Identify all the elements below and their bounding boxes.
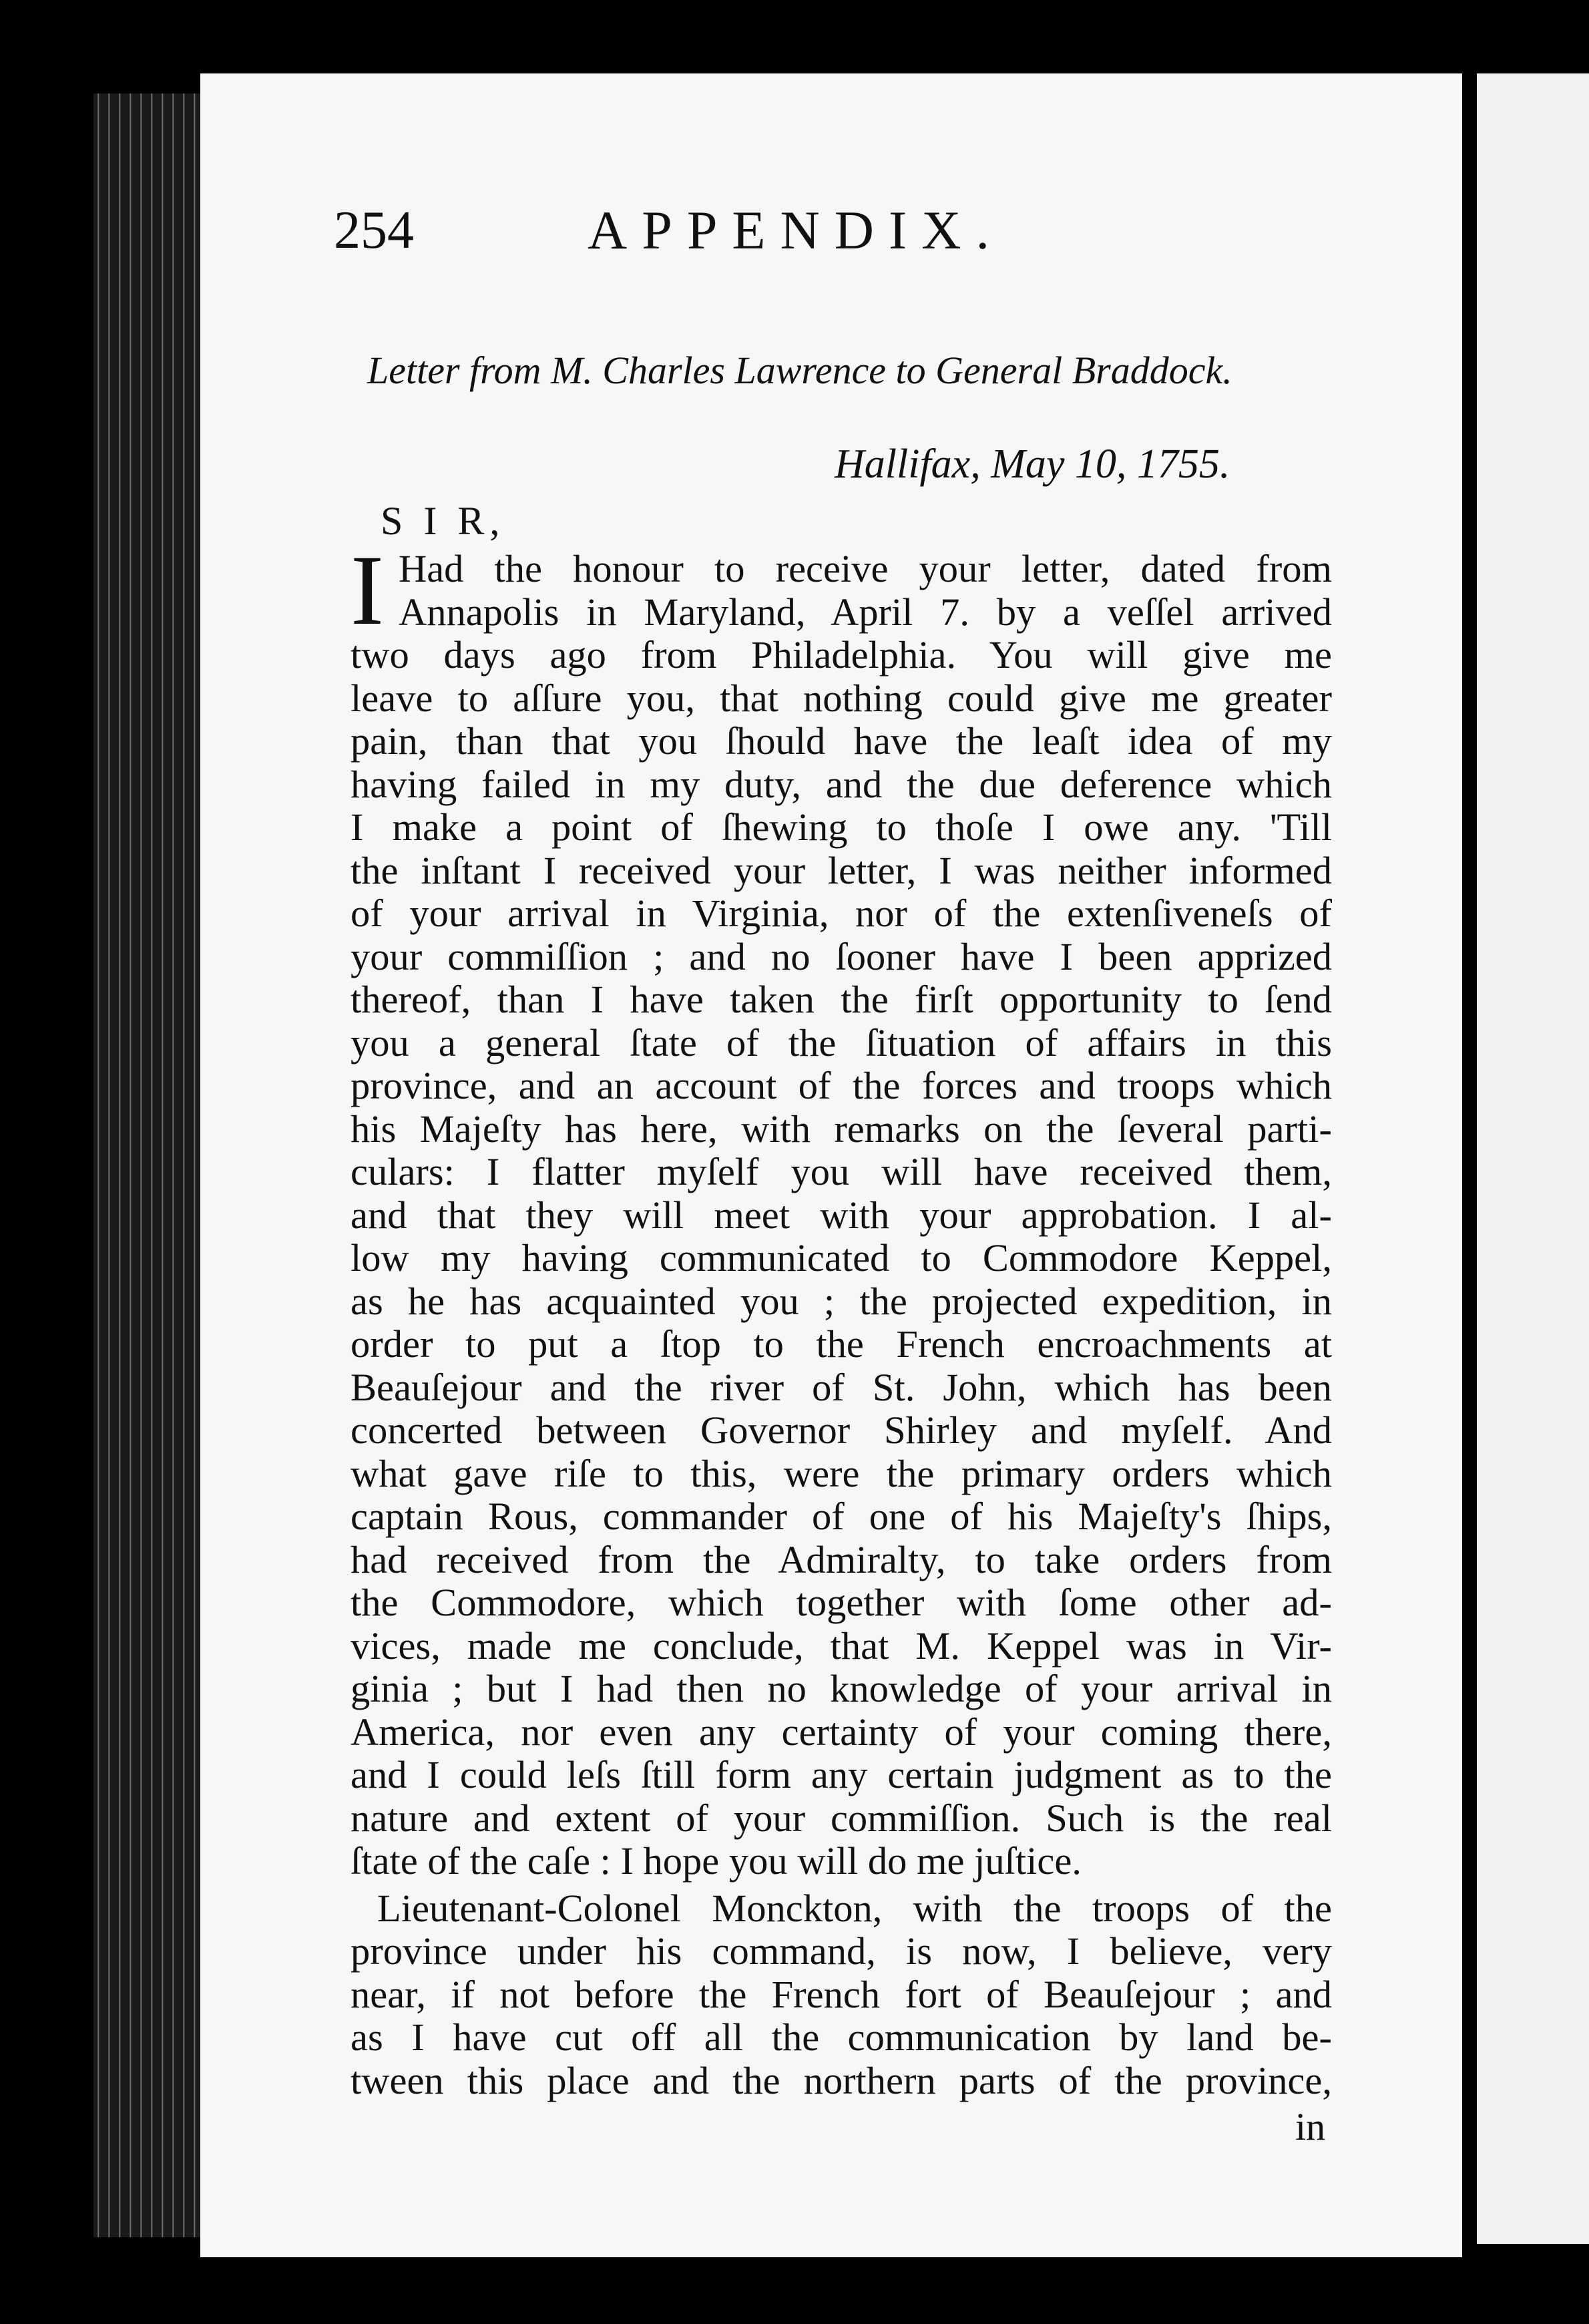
book-page bbox=[200, 73, 1462, 2257]
text-line: leave to aſſure you, that nothing could give me greater bbox=[351, 676, 1332, 720]
text-line: of your arrival in Virginia, nor of the extenſiveneſs of bbox=[351, 892, 1332, 935]
text-line: Beauſejour and the river of St. John, which has been bbox=[351, 1365, 1332, 1409]
drop-cap: I bbox=[351, 535, 384, 646]
paragraph-1 bbox=[351, 535, 1332, 1883]
text-line: Lieutenant-Colonel Monckton, with the troops of the bbox=[377, 1886, 1332, 1930]
text-line: the inſtant I received your letter, I was neither informed bbox=[351, 848, 1332, 892]
paragraph-2 bbox=[351, 1887, 1332, 2103]
text-line: the Commodore, which together with ſome other ad- bbox=[351, 1581, 1332, 1624]
text-line: and that they will meet with your approbation. I al- bbox=[351, 1193, 1332, 1237]
text-line: you a general ſtate of the ſituation of affairs in this bbox=[351, 1020, 1332, 1064]
text-line: captain Rous, commander of one of his Majeſty's ſhips, bbox=[351, 1495, 1332, 1538]
letter-salutation: S I R, bbox=[381, 499, 505, 543]
text-line: nature and extent of your commiſſion. Such is the real bbox=[351, 1796, 1332, 1840]
text-line: America, nor even any certainty of your coming there, bbox=[351, 1710, 1332, 1754]
text-line: thereof, than I have taken the firſt opportunity to ſend bbox=[351, 978, 1332, 1021]
text-line: province, and an account of the forces and troops which bbox=[351, 1064, 1332, 1107]
text-line: low my having communicated to Commodore Keppel, bbox=[351, 1236, 1332, 1280]
text-line: vices, made me conclude, that M. Keppel was in Vir- bbox=[351, 1623, 1332, 1668]
text-line: as he has acquainted you ; the projected expedition, in bbox=[351, 1279, 1332, 1323]
text-line: tween this place and the northern parts of the province, bbox=[351, 2058, 1332, 2102]
text-line: had received from the Admiralty, to take orders from bbox=[351, 1537, 1332, 1581]
text-line: Annapolis in Maryland, April 7. by a veſſel arrived bbox=[398, 590, 1332, 634]
text-line: near, if not before the French fort of Beauſejour ; and bbox=[351, 1972, 1332, 2016]
text-line: order to put a ſtop to the French encroachments at bbox=[351, 1322, 1332, 1366]
text-line: culars: I flatter myſelf you will have received them, bbox=[351, 1150, 1332, 1193]
text-line: what gave riſe to this, were the primary orders which bbox=[351, 1451, 1332, 1495]
text-line: province under his command, is now, I believe, very bbox=[351, 1929, 1332, 1973]
running-head: APPENDIX. bbox=[588, 200, 1004, 260]
text-line: Had the honour to receive your letter, dated from bbox=[398, 547, 1332, 590]
text-line: two days ago from Philadelphia. You will give me bbox=[351, 633, 1332, 676]
text-line: his Majeſty has here, with remarks on the ſeveral parti- bbox=[351, 1107, 1332, 1151]
text-line: concerted between Governor Shirley and myſelf. And bbox=[351, 1408, 1332, 1452]
letter-body bbox=[351, 535, 1332, 2102]
page-number: 254 bbox=[334, 201, 414, 260]
text-line: having failed in my duty, and the due deference which bbox=[351, 762, 1332, 806]
catchword: in bbox=[1295, 2105, 1326, 2148]
text-line: I make a point of ſhewing to thoſe I owe any. 'Till bbox=[351, 805, 1332, 849]
text-line: pain, than that you ſhould have the leaſt idea of my bbox=[351, 719, 1332, 763]
letter-title: Letter from M. Charles Lawrence to General Braddock. bbox=[367, 349, 1232, 392]
page-edges bbox=[93, 93, 204, 2237]
text-line: ſtate of the caſe : I hope you will do me juſtice. bbox=[351, 1839, 1082, 1883]
text-line: and I could leſs ſtill form any certain judgment as to the bbox=[351, 1753, 1332, 1796]
page-header bbox=[334, 190, 1322, 270]
text-line: as I have cut off all the communication by land be- bbox=[351, 2015, 1332, 2059]
adjacent-page-edge bbox=[1462, 73, 1589, 2244]
text-line: your commiſſion ; and no ſooner have I been apprized bbox=[351, 934, 1332, 978]
letter-dateline: Hallifax, May 10, 1755. bbox=[835, 441, 1230, 487]
text-line: ginia ; but I had then no knowledge of your arrival in bbox=[351, 1667, 1332, 1710]
